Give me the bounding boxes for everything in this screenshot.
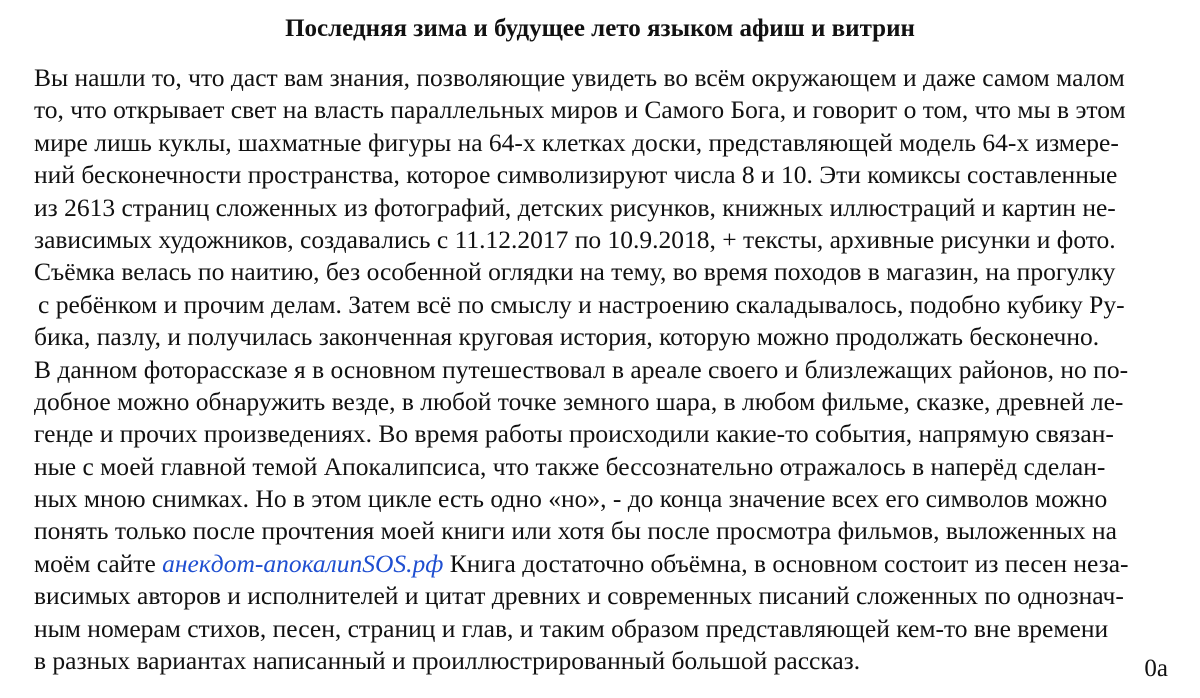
body-line: ных мною снимках. Но в этом цикле есть одно «но», - до конца значение всех его символов можно: [34, 484, 1108, 514]
body-line: В данном фоторассказе я в основном путешествовал в ареале своего и близлежащих районов, но по-: [34, 354, 1129, 384]
body-line: генде и прочих произведениях. Во время работы происходили какие-то события, напрямую связан-: [34, 419, 1114, 449]
body-line: Съёмка велась по наитию, без особенной оглядки на тему, во время походов в магазин, на прогулку: [34, 257, 1116, 287]
link-line-suffix: Книга достаточно объёмна, в основном состоит из песен неза-: [443, 548, 1129, 578]
body-line: Вы нашли то, что даст вам знания, позволяющие увидеть во всём окружающем и даже самом малом: [34, 63, 1125, 92]
body-line: зависимых художников, создавались с 11.12.2017 по 10.9.2018, + тексты, архивные рисунки и фото.: [34, 224, 1116, 254]
body-line: из 2613 страниц сложенных из фотографий, детских рисунков, книжных иллюстраций и картин не-: [34, 192, 1116, 222]
body-line: висимых авторов и исполнителей и цитат древних и современных писаний сложенных по однознач-: [34, 581, 1124, 611]
body-line: то, что открывает свет на власть параллельных миров и Самого Бога, и говорит о том, что мы в этом: [34, 95, 1126, 125]
body-line: понять только после прочтения моей книги или хотя бы после просмотра фильмов, выложенных на: [34, 516, 1117, 546]
body-line: ные с моей главной темой Апокалипсиса, что также бессознательно отражалось в наперёд сделан-: [34, 451, 1106, 481]
link-line-prefix: моём сайте: [34, 548, 163, 578]
document-body: [0, 62, 1200, 677]
document-title: Последняя зима и будущее лето языком афиш и витрин: [285, 15, 915, 42]
body-line: добное можно обнаружить везде, в любой точке земного шара, в любом фильме, сказке, древней ле-: [34, 386, 1124, 416]
page-number: 0а: [1144, 655, 1168, 682]
body-line: в разных вариантах написанный и проиллюстрированный большой рассказ.: [34, 646, 861, 676]
body-line-with-link: [0, 548, 1200, 580]
body-line: с ребёнком и прочим делам. Затем всё по смыслу и настроению скаладывалось, подобно кубику Ру-: [38, 289, 1125, 319]
body-line: ний бесконечности пространства, которое символизируют числа 8 и 10. Эти комиксы составленные: [34, 160, 1118, 190]
website-link[interactable]: анекдот-апокалипSOS.рф: [162, 548, 444, 578]
body-line: ным номерам стихов, песен, страниц и глав, и таким образом представляющей кем-то вне времени: [34, 613, 1109, 643]
body-line: бика, пазлу, и получилась законченная круговая история, которую можно продолжать бесконечно.: [34, 322, 1100, 352]
body-line: мире лишь куклы, шахматные фигуры на 64-х клетках доски, представляющей модель 64-х измере-: [34, 127, 1119, 157]
